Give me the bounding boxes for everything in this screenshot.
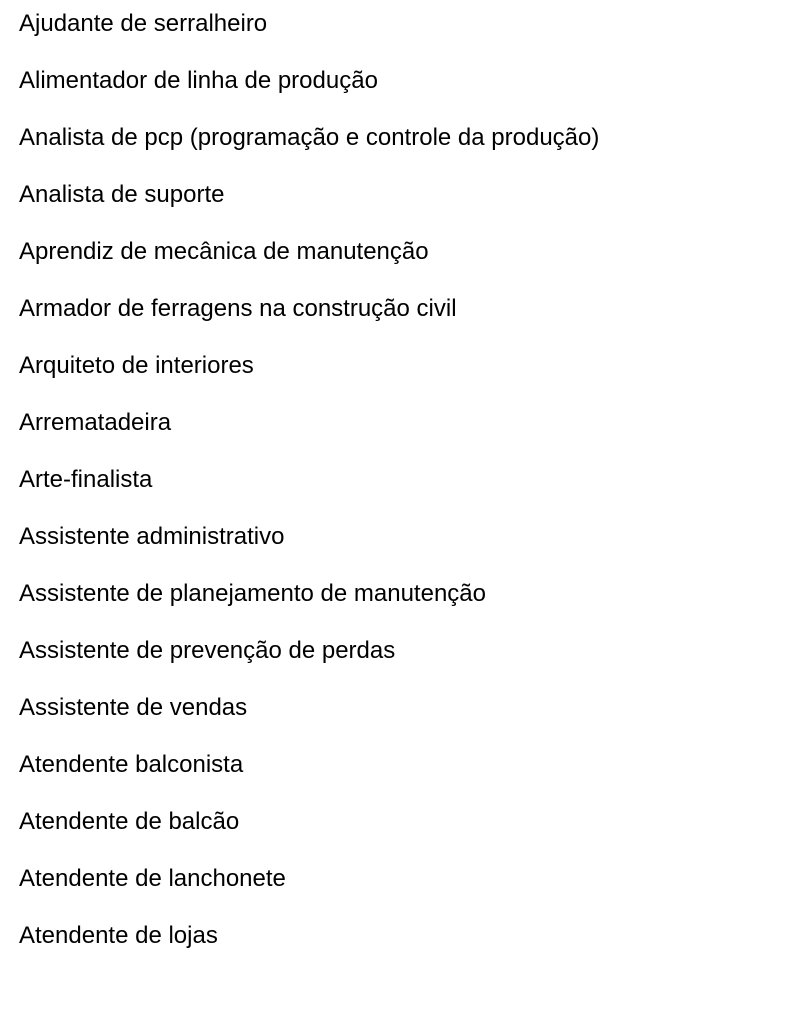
list-item: Aprendiz de mecânica de manutenção bbox=[19, 238, 429, 265]
list-item: Atendente balconista bbox=[19, 751, 244, 778]
list-item: Assistente administrativo bbox=[19, 523, 285, 550]
list-item: Arte-finalista bbox=[19, 466, 153, 493]
list-item: Assistente de vendas bbox=[19, 694, 248, 721]
list-item: Atendente de lojas bbox=[19, 922, 218, 949]
job-title-list bbox=[19, 9, 599, 978]
list-item: Armador de ferragens na construção civil bbox=[19, 295, 457, 322]
list-item: Atendente de lanchonete bbox=[19, 865, 286, 892]
list-item: Arrematadeira bbox=[19, 409, 172, 436]
list-item: Atendente de balcão bbox=[19, 808, 240, 835]
list-item: Alimentador de linha de produção bbox=[19, 67, 378, 94]
list-item: Assistente de prevenção de perdas bbox=[19, 637, 396, 664]
list-item: Analista de pcp (programação e controle da produção) bbox=[19, 124, 600, 151]
list-item: Analista de suporte bbox=[19, 181, 225, 208]
list-item: Arquiteto de interiores bbox=[19, 352, 254, 379]
list-item: Ajudante de serralheiro bbox=[19, 10, 268, 37]
list-item: Assistente de planejamento de manutenção bbox=[19, 580, 486, 607]
